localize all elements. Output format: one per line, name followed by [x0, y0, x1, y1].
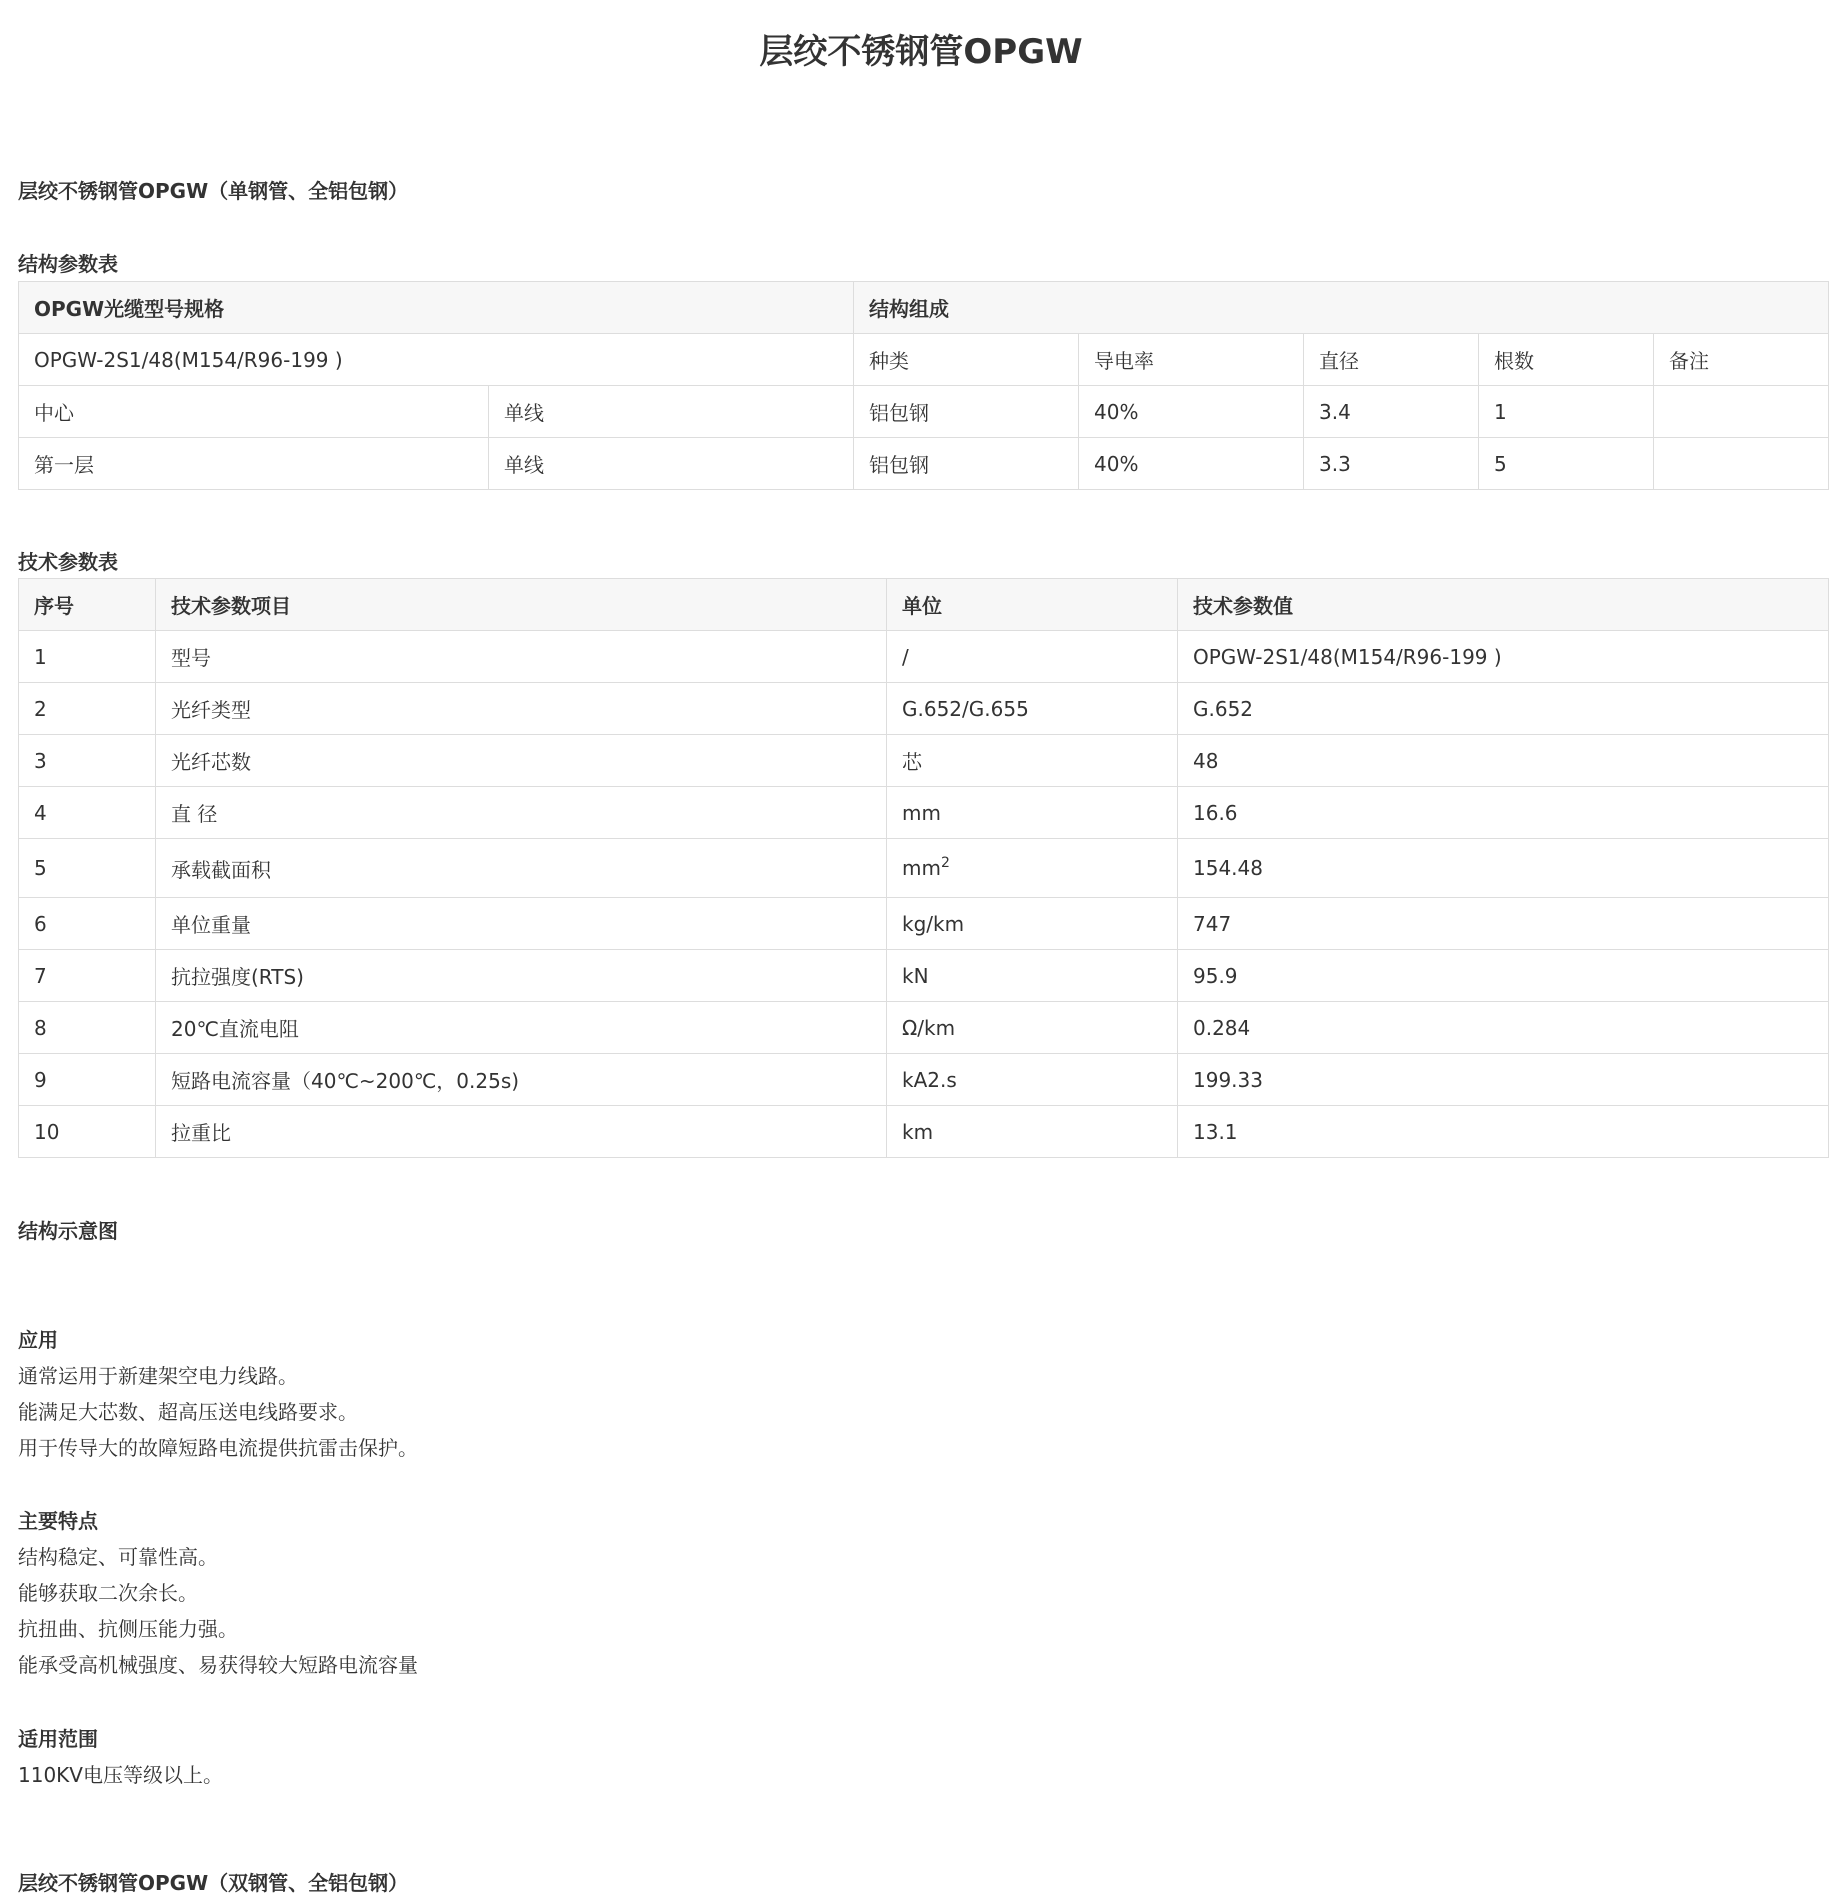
features-line: 能承受高机械强度、易获得较大短路电流容量: [18, 1653, 418, 1677]
table-row: [19, 735, 1829, 787]
unit-cell: /: [887, 631, 1178, 683]
type-cell: 单线: [489, 438, 854, 490]
structure-table: [18, 281, 1829, 490]
item-cell: 光纤芯数: [156, 735, 887, 787]
application-text: [18, 1358, 418, 1466]
col-diameter: 直径: [1304, 334, 1479, 386]
unit-cell: kA2.s: [887, 1054, 1178, 1106]
section-heading-2: 层绞不锈钢管OPGW（双钢管、全铝包钢）: [18, 1871, 409, 1895]
conductivity-cell: 40%: [1079, 386, 1304, 438]
table-row: [19, 839, 1829, 898]
application-line: 用于传导大的故障短路电流提供抗雷击保护。: [18, 1436, 418, 1460]
item-cell: 光纤类型: [156, 683, 887, 735]
table-row: [19, 950, 1829, 1002]
features-text: [18, 1539, 418, 1683]
table-row: [19, 1054, 1829, 1106]
note-cell: [1654, 438, 1829, 490]
item-cell: 承载截面积: [156, 839, 887, 898]
table-row: [19, 386, 1829, 438]
item-cell: 拉重比: [156, 1106, 887, 1158]
diameter-cell: 3.4: [1304, 386, 1479, 438]
diameter-cell: 3.3: [1304, 438, 1479, 490]
conductivity-cell: 40%: [1079, 438, 1304, 490]
unit-superscript: 2: [940, 855, 950, 871]
table-row: [19, 898, 1829, 950]
features-line: 抗扭曲、抗侧压能力强。: [18, 1617, 238, 1641]
application-line: 能满足大芯数、超高压送电线路要求。: [18, 1400, 358, 1424]
type-cell: 单线: [489, 386, 854, 438]
header-item: 技术参数项目: [156, 579, 887, 631]
unit-cell: 芯: [887, 735, 1178, 787]
technical-table-caption: 技术参数表: [18, 550, 118, 574]
table-row: [19, 683, 1829, 735]
no-cell: 10: [19, 1106, 156, 1158]
value-cell: 16.6: [1178, 787, 1829, 839]
no-cell: 7: [19, 950, 156, 1002]
no-cell: 6: [19, 898, 156, 950]
position-cell: 第一层: [19, 438, 489, 490]
no-cell: 1: [19, 631, 156, 683]
application-line: 通常运用于新建架空电力线路。: [18, 1364, 298, 1388]
features-line: 结构稳定、可靠性高。: [18, 1545, 218, 1569]
scope-heading: 适用范围: [18, 1727, 98, 1751]
item-cell: 直 径: [156, 787, 887, 839]
page-title: 层绞不锈钢管OPGW: [759, 32, 1083, 72]
item-cell: 型号: [156, 631, 887, 683]
col-conductivity: 导电率: [1079, 334, 1304, 386]
unit-cell: km: [887, 1106, 1178, 1158]
technical-header-row: [19, 579, 1829, 631]
table-row: [19, 787, 1829, 839]
table-row: [19, 631, 1829, 683]
item-cell: 20℃直流电阻: [156, 1002, 887, 1054]
unit-cell: mm: [887, 787, 1178, 839]
scope-line: 110KV电压等级以上。: [18, 1763, 223, 1787]
value-cell: 199.33: [1178, 1054, 1829, 1106]
no-cell: 3: [19, 735, 156, 787]
unit-text: mm: [902, 856, 941, 880]
structure-subheader-row: [19, 334, 1829, 386]
no-cell: 4: [19, 787, 156, 839]
item-cell: 单位重量: [156, 898, 887, 950]
unit-cell: Ω/km: [887, 1002, 1178, 1054]
no-cell: 9: [19, 1054, 156, 1106]
structure-table-caption: 结构参数表: [18, 252, 118, 276]
header-unit: 单位: [887, 579, 1178, 631]
item-cell: 短路电流容量（40℃~200℃，0.25s): [156, 1054, 887, 1106]
position-cell: 中心: [19, 386, 489, 438]
count-cell: 5: [1479, 438, 1654, 490]
table-row: [19, 438, 1829, 490]
diagram-caption: 结构示意图: [18, 1219, 118, 1243]
col-note: 备注: [1654, 334, 1829, 386]
note-cell: [1654, 386, 1829, 438]
value-cell: G.652: [1178, 683, 1829, 735]
unit-cell: kg/km: [887, 898, 1178, 950]
value-cell: 747: [1178, 898, 1829, 950]
table-row: [19, 1002, 1829, 1054]
value-cell: 48: [1178, 735, 1829, 787]
unit-cell: [887, 839, 1178, 898]
item-cell: 抗拉强度(RTS): [156, 950, 887, 1002]
model-cell: OPGW-2S1/48(M154/R96-199 ): [19, 334, 854, 386]
no-cell: 5: [19, 839, 156, 898]
no-cell: 2: [19, 683, 156, 735]
features-line: 能够获取二次余长。: [18, 1581, 198, 1605]
technical-table: [18, 578, 1829, 1158]
count-cell: 1: [1479, 386, 1654, 438]
value-cell: 13.1: [1178, 1106, 1829, 1158]
value-cell: 95.9: [1178, 950, 1829, 1002]
application-heading: 应用: [18, 1328, 58, 1352]
header-value: 技术参数值: [1178, 579, 1829, 631]
no-cell: 8: [19, 1002, 156, 1054]
unit-cell: kN: [887, 950, 1178, 1002]
table-row: [19, 1106, 1829, 1158]
features-heading: 主要特点: [18, 1509, 98, 1533]
section-heading: 层绞不锈钢管OPGW（单钢管、全铝包钢）: [18, 179, 409, 203]
header-no: 序号: [19, 579, 156, 631]
kind-cell: 铝包钢: [854, 438, 1079, 490]
value-cell: 0.284: [1178, 1002, 1829, 1054]
col-count: 根数: [1479, 334, 1654, 386]
scope-text: [18, 1757, 223, 1793]
col-kind: 种类: [854, 334, 1079, 386]
header-composition: 结构组成: [854, 282, 1829, 334]
kind-cell: 铝包钢: [854, 386, 1079, 438]
header-model-spec: OPGW光缆型号规格: [19, 282, 854, 334]
value-cell: 154.48: [1178, 839, 1829, 898]
unit-cell: G.652/G.655: [887, 683, 1178, 735]
value-cell: OPGW-2S1/48(M154/R96-199 ): [1178, 631, 1829, 683]
structure-header-row: [19, 282, 1829, 334]
